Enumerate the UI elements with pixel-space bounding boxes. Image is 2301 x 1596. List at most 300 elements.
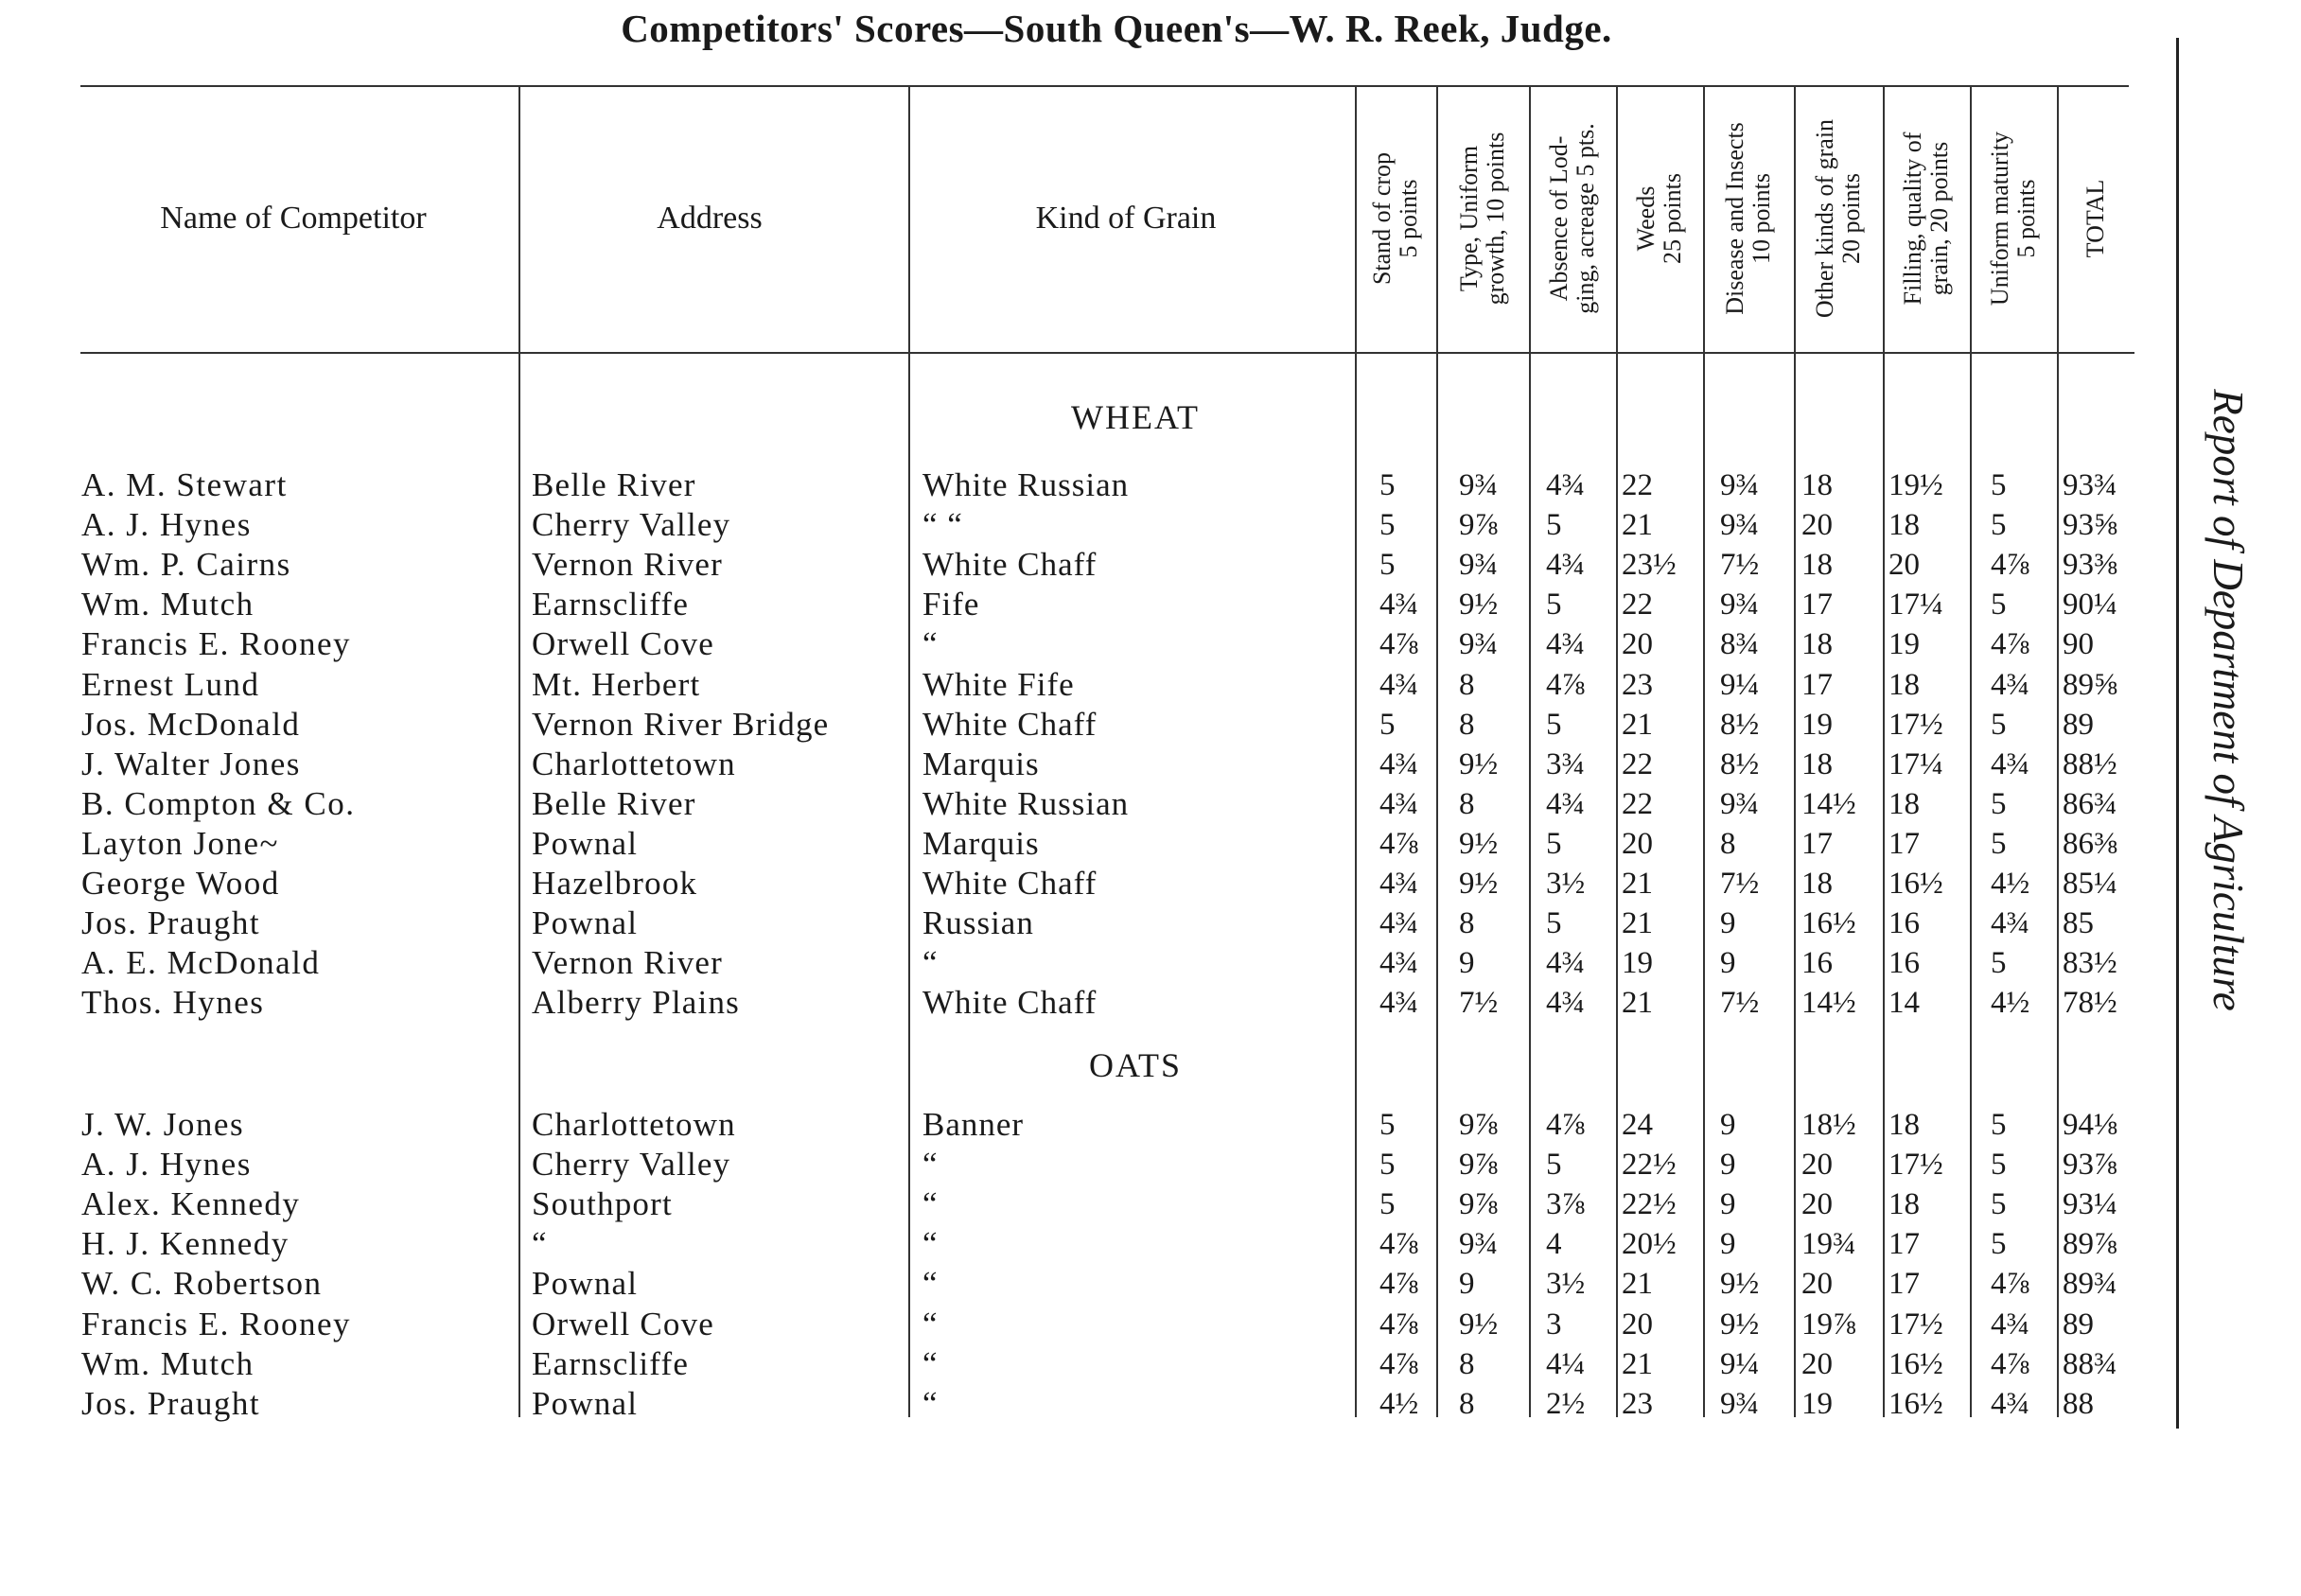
cell-filling: 17¼ [1888,746,1943,781]
cell-stand: 4⅞ [1379,826,1419,861]
cell-maturity: 4¾ [1991,906,2030,941]
cell-type: 9½ [1459,746,1499,781]
cell-type: 9¾ [1459,468,1499,502]
cell-maturity: 4¾ [1991,1307,2030,1342]
cell-maturity: 5 [1991,946,2007,981]
cell-stand: 4⅞ [1379,1227,1419,1262]
cell-total: 78½ [2063,986,2117,1021]
table-row [0,1344,2176,1384]
cell-total: 86¾ [2063,786,2117,821]
cell-name: Alex. Kennedy [81,1185,301,1223]
cell-stand: 4¾ [1379,786,1419,821]
cell-filling: 14 [1888,986,1920,1021]
cell-weeds: 22 [1622,746,1653,781]
cell-name: Wm. Mutch [81,586,255,623]
cell-lodging: 3 [1546,1307,1562,1342]
cell-type: 8 [1459,786,1475,821]
cell-name: Jos. Praught [81,1384,261,1422]
cell-type: 8 [1459,906,1475,941]
cell-name: Wm. Mutch [81,1344,255,1382]
cell-maturity: 4⅞ [1991,627,2030,662]
cell-stand: 4¾ [1379,867,1419,901]
cell-disease: 9 [1720,1187,1736,1222]
cell-filling: 18 [1888,1187,1920,1222]
table-row [0,1145,2176,1184]
cell-lodging: 5 [1546,588,1562,623]
cell-total: 93¼ [2063,1187,2117,1222]
cell-type: 8 [1459,1386,1475,1421]
cell-address: Pownal [532,824,639,862]
header-stand [1369,152,1422,285]
cell-type: 9½ [1459,867,1499,901]
cell-weeds: 22½ [1622,1187,1677,1222]
table-row [0,505,2176,545]
cell-disease: 9¾ [1720,786,1760,821]
header-weeds [1633,173,1686,264]
cell-address: Belle River [532,784,696,822]
cell-type: 9¾ [1459,1227,1499,1262]
page-right-rule [2176,38,2179,1429]
cell-other: 20 [1801,1187,1833,1222]
cell-other: 18 [1801,867,1833,901]
cell-filling: 17½ [1888,1307,1943,1342]
cell-other: 18 [1801,548,1833,583]
cell-type: 9 [1459,946,1475,981]
cell-lodging: 2½ [1546,1386,1586,1421]
cell-filling: 17¼ [1888,588,1943,623]
cell-disease: 9½ [1720,1267,1760,1302]
cell-disease: 9 [1720,946,1736,981]
cell-filling: 17½ [1888,707,1943,742]
cell-type: 9⅞ [1459,1187,1499,1222]
cell-name: B. Compton & Co. [81,784,356,822]
cell-other: 17 [1801,826,1833,861]
cell-filling: 16½ [1888,867,1943,901]
cell-disease: 9¾ [1720,588,1760,623]
cell-disease: 9 [1720,1227,1736,1262]
cell-lodging: 5 [1546,826,1562,861]
cell-type: 9⅞ [1459,508,1499,543]
cell-maturity: 4½ [1991,867,2030,901]
cell-total: 93⅝ [2063,508,2117,543]
cell-weeds: 21 [1622,1267,1653,1302]
cell-filling: 17 [1888,826,1920,861]
cell-address: Charlottetown [532,1106,736,1143]
header-filling-line: Filling, quality of [1899,132,1926,306]
cell-name: Francis E. Rooney [81,625,352,663]
cell-address: Pownal [532,1265,639,1303]
cell-grain: “ [922,1384,939,1422]
cell-other: 20 [1801,1148,1833,1183]
cell-other: 19 [1801,1386,1833,1421]
cell-other: 20 [1801,1346,1833,1381]
section-label: WHEAT [1071,398,1200,436]
cell-address: Pownal [532,904,639,942]
section-label: OATS [1088,1046,1183,1084]
cell-lodging: 5 [1546,1148,1562,1183]
cell-maturity: 4⅞ [1991,1346,2030,1381]
cell-name: Jos. McDonald [81,705,301,743]
header-filling [1900,132,1953,306]
cell-address: Earnscliffe [532,1344,690,1382]
cell-weeds: 21 [1622,986,1653,1021]
cell-total: 89⅝ [2063,667,2117,702]
table-row [0,784,2176,824]
header-stand-line: Stand of crop [1368,151,1396,286]
cell-name: Ernest Lund [81,665,260,703]
table-row [0,1224,2176,1264]
cell-stand: 4¾ [1379,746,1419,781]
cell-filling: 16½ [1888,1346,1943,1381]
table-row [0,705,2176,745]
cell-stand: 5 [1379,508,1396,543]
cell-name: A. J. Hynes [81,1146,252,1184]
cell-lodging: 4⅞ [1546,1108,1586,1142]
cell-type: 9½ [1459,588,1499,623]
cell-disease: 7½ [1720,986,1760,1021]
cell-type: 8 [1459,707,1475,742]
cell-maturity: 5 [1991,588,2007,623]
header-other-line: Other kinds of grain [1811,118,1838,319]
cell-stand: 4⅞ [1379,1267,1419,1302]
cell-weeds: 23½ [1622,548,1677,583]
side-title: Report of Department of Agriculture [2204,389,2252,1011]
cell-name: Wm. P. Cairns [81,546,291,584]
table-row [0,864,2176,903]
table-row [0,585,2176,624]
cell-stand: 5 [1379,1108,1396,1142]
cell-grain: “ [922,1185,939,1223]
cell-maturity: 4¾ [1991,746,2030,781]
cell-grain: “ [922,1265,939,1303]
header-type [1456,132,1509,306]
cell-total: 93⅜ [2063,548,2117,583]
cell-lodging: 4 [1546,1227,1562,1262]
cell-filling: 18 [1888,667,1920,702]
cell-total: 85 [2063,906,2094,941]
cell-disease: 8 [1720,826,1736,861]
cell-disease: 8½ [1720,707,1760,742]
cell-other: 18 [1801,627,1833,662]
table-row [0,824,2176,864]
cell-other: 19⅞ [1801,1307,1856,1342]
cell-grain: White Russian [922,466,1130,503]
cell-grain: White Chaff [922,546,1098,584]
cell-other: 17 [1801,588,1833,623]
cell-address: Belle River [532,466,696,503]
header-top-rule [80,85,2129,87]
cell-weeds: 21 [1622,1346,1653,1381]
header-name: Name of Competitor [160,201,427,236]
cell-maturity: 4⅞ [1991,548,2030,583]
table-row [0,1264,2176,1304]
header-total-line: TOTAL [2081,179,2109,258]
page-title: Competitors' Scores—South Queen's—W. R. Reek, Judge. [621,7,1612,50]
cell-type: 7½ [1459,986,1499,1021]
cell-type: 9½ [1459,826,1499,861]
cell-address: Vernon River [532,546,723,584]
cell-name: Francis E. Rooney [81,1305,352,1342]
cell-lodging: 4¾ [1546,986,1586,1021]
cell-total: 89 [2063,707,2094,742]
cell-stand: 4¾ [1379,986,1419,1021]
cell-name: A. E. McDonald [81,944,321,982]
cell-maturity: 5 [1991,707,2007,742]
cell-disease: 8½ [1720,746,1760,781]
cell-name: George Wood [81,865,280,902]
cell-stand: 4¾ [1379,906,1419,941]
table-row [0,983,2176,1023]
cell-total: 94⅛ [2063,1108,2117,1142]
table-row [0,1184,2176,1224]
cell-stand: 4⅞ [1379,1346,1419,1381]
cell-filling: 19 [1888,627,1920,662]
table-row [0,1384,2176,1424]
cell-name: Jos. Praught [81,904,261,942]
cell-filling: 20 [1888,548,1920,583]
cell-name: J. Walter Jones [81,745,301,782]
cell-grain: “ [922,1146,939,1184]
cell-maturity: 5 [1991,1148,2007,1183]
cell-name: J. W. Jones [81,1106,245,1143]
header-maturity-line: 5 points [2012,179,2040,258]
cell-disease: 7½ [1720,867,1760,901]
cell-address: Earnscliffe [532,586,690,623]
cell-lodging: 5 [1546,707,1562,742]
cell-filling: 17 [1888,1227,1920,1262]
cell-grain: Fife [922,586,980,623]
cell-address: Cherry Valley [532,506,731,544]
cell-disease: 7½ [1720,548,1760,583]
cell-address: Vernon River [532,944,723,982]
cell-lodging: 5 [1546,906,1562,941]
cell-lodging: 3⅞ [1546,1187,1586,1222]
cell-weeds: 20 [1622,826,1653,861]
header-weeds-line: 25 points [1659,172,1686,265]
cell-lodging: 5 [1546,508,1562,543]
cell-maturity: 5 [1991,508,2007,543]
cell-stand: 5 [1379,707,1396,742]
cell-lodging: 4¾ [1546,468,1586,502]
cell-disease: 9 [1720,1108,1736,1142]
header-bottom-rule [80,352,2134,354]
cell-filling: 16 [1888,946,1920,981]
cell-weeds: 20½ [1622,1227,1677,1262]
cell-stand: 5 [1379,548,1396,583]
cell-weeds: 19 [1622,946,1653,981]
cell-weeds: 23 [1622,667,1653,702]
cell-filling: 16½ [1888,1386,1943,1421]
cell-other: 18½ [1801,1108,1856,1142]
cell-filling: 19½ [1888,468,1943,502]
cell-type: 9¾ [1459,548,1499,583]
cell-weeds: 23 [1622,1386,1653,1421]
cell-filling: 18 [1888,786,1920,821]
header-lodging-line: ging, acreage 5 pts. [1572,123,1599,314]
cell-disease: 9¾ [1720,1386,1760,1421]
cell-stand: 4⅞ [1379,627,1419,662]
cell-weeds: 22 [1622,468,1653,502]
cell-grain: White Fife [922,665,1075,703]
header-other-line: 20 points [1837,172,1865,265]
cell-lodging: 4¾ [1546,946,1586,981]
cell-name: A. J. Hynes [81,506,252,544]
cell-maturity: 4¾ [1991,1386,2030,1421]
cell-maturity: 5 [1991,1227,2007,1262]
cell-disease: 9¾ [1720,468,1760,502]
cell-other: 17 [1801,667,1833,702]
cell-maturity: 4½ [1991,986,2030,1021]
cell-address: Charlottetown [532,745,736,782]
cell-name: A. M. Stewart [81,466,288,503]
table-row [0,745,2176,784]
cell-weeds: 21 [1622,508,1653,543]
cell-maturity: 5 [1991,1187,2007,1222]
cell-type: 8 [1459,1346,1475,1381]
cell-weeds: 20 [1622,1307,1653,1342]
cell-address: Pownal [532,1384,639,1422]
cell-address: Southport [532,1185,673,1223]
header-address: Address [657,201,763,236]
header-weeds-line: Weeds [1632,185,1660,252]
cell-type: 9⅞ [1459,1148,1499,1183]
cell-weeds: 24 [1622,1108,1653,1142]
cell-grain: White Chaff [922,705,1098,743]
cell-lodging: 4¾ [1546,786,1586,821]
cell-other: 14½ [1801,986,1856,1021]
cell-maturity: 5 [1991,786,2007,821]
table-row [0,903,2176,943]
cell-lodging: 4¾ [1546,627,1586,662]
cell-grain: Marquis [922,824,1040,862]
cell-name: Thos. Hynes [81,984,265,1022]
cell-total: 93¾ [2063,468,2117,502]
header-maturity-line: Uniform maturity [1986,131,2013,307]
cell-weeds: 21 [1622,906,1653,941]
cell-filling: 16 [1888,906,1920,941]
cell-other: 19¾ [1801,1227,1856,1262]
cell-lodging: 3½ [1546,867,1586,901]
cell-total: 93⅞ [2063,1148,2117,1183]
cell-stand: 5 [1379,1148,1396,1183]
cell-total: 88¾ [2063,1346,2117,1381]
table-row [0,545,2176,585]
cell-lodging: 3½ [1546,1267,1586,1302]
cell-other: 16 [1801,946,1833,981]
header-other [1812,119,1865,318]
header-stand-line: 5 points [1395,179,1422,258]
cell-disease: 9 [1720,906,1736,941]
cell-weeds: 22½ [1622,1148,1677,1183]
cell-other: 20 [1801,1267,1833,1302]
cell-total: 89 [2063,1307,2094,1342]
cell-maturity: 4⅞ [1991,1267,2030,1302]
cell-type: 9⅞ [1459,1108,1499,1142]
cell-total: 90 [2063,627,2094,662]
cell-maturity: 5 [1991,1108,2007,1142]
cell-grain: Russian [922,904,1034,942]
cell-address: Hazelbrook [532,865,698,902]
cell-address: Mt. Herbert [532,665,701,703]
cell-disease: 9¼ [1720,667,1760,702]
cell-address: Alberry Plains [532,984,740,1022]
cell-grain: Banner [922,1106,1025,1143]
cell-grain: “ [922,944,939,982]
header-filling-line: grain, 20 points [1925,141,1953,296]
cell-maturity: 5 [1991,468,2007,502]
cell-total: 89¾ [2063,1267,2117,1302]
cell-grain: “ [922,1305,939,1342]
header-disease-line: 10 points [1748,172,1775,265]
cell-address: “ [532,1225,548,1263]
cell-name: W. C. Robertson [81,1265,323,1303]
cell-filling: 17½ [1888,1148,1943,1183]
cell-total: 90¼ [2063,588,2117,623]
cell-name: Layton Jone~ [81,824,279,862]
cell-other: 16½ [1801,906,1856,941]
cell-grain: Marquis [922,745,1040,782]
cell-disease: 9¼ [1720,1346,1760,1381]
cell-weeds: 21 [1622,707,1653,742]
header-lodging-line: Absence of Lod- [1545,135,1572,302]
cell-total: 85¼ [2063,867,2117,901]
table-row [0,465,2176,505]
cell-grain: White Chaff [922,984,1098,1022]
cell-stand: 4½ [1379,1386,1419,1421]
cell-stand: 5 [1379,1187,1396,1222]
cell-other: 19 [1801,707,1833,742]
cell-maturity: 4¾ [1991,667,2030,702]
cell-name: H. J. Kennedy [81,1225,290,1263]
header-disease-line: Disease and Insects [1721,122,1748,315]
header-type-line: Type, Uniform [1455,145,1483,292]
cell-stand: 4¾ [1379,946,1419,981]
table-row [0,665,2176,705]
cell-disease: 9¾ [1720,508,1760,543]
table-row [0,1105,2176,1145]
cell-address: Orwell Cove [532,1305,715,1342]
cell-address: Orwell Cove [532,625,715,663]
cell-type: 9¾ [1459,627,1499,662]
header-type-line: growth, 10 points [1482,132,1509,306]
cell-filling: 17 [1888,1267,1920,1302]
cell-other: 18 [1801,468,1833,502]
cell-lodging: 3¾ [1546,746,1586,781]
cell-lodging: 4¼ [1546,1346,1586,1381]
header-disease [1722,122,1775,315]
cell-lodging: 4¾ [1546,548,1586,583]
cell-type: 9 [1459,1267,1475,1302]
cell-total: 86⅜ [2063,826,2117,861]
cell-address: Cherry Valley [532,1146,731,1184]
cell-weeds: 22 [1622,786,1653,821]
cell-filling: 18 [1888,1108,1920,1142]
cell-total: 83½ [2063,946,2117,981]
cell-grain: White Chaff [922,865,1098,902]
table-row [0,624,2176,664]
cell-other: 20 [1801,508,1833,543]
cell-total: 89⅞ [2063,1227,2117,1262]
cell-filling: 18 [1888,508,1920,543]
header-grain: Kind of Grain [1035,201,1217,236]
cell-grain: White Russian [922,784,1130,822]
table-row [0,1305,2176,1344]
cell-grain: “ [922,1344,939,1382]
cell-disease: 8¾ [1720,627,1760,662]
cell-stand: 4⅞ [1379,1307,1419,1342]
cell-grain: “ “ [922,506,963,544]
cell-maturity: 5 [1991,826,2007,861]
